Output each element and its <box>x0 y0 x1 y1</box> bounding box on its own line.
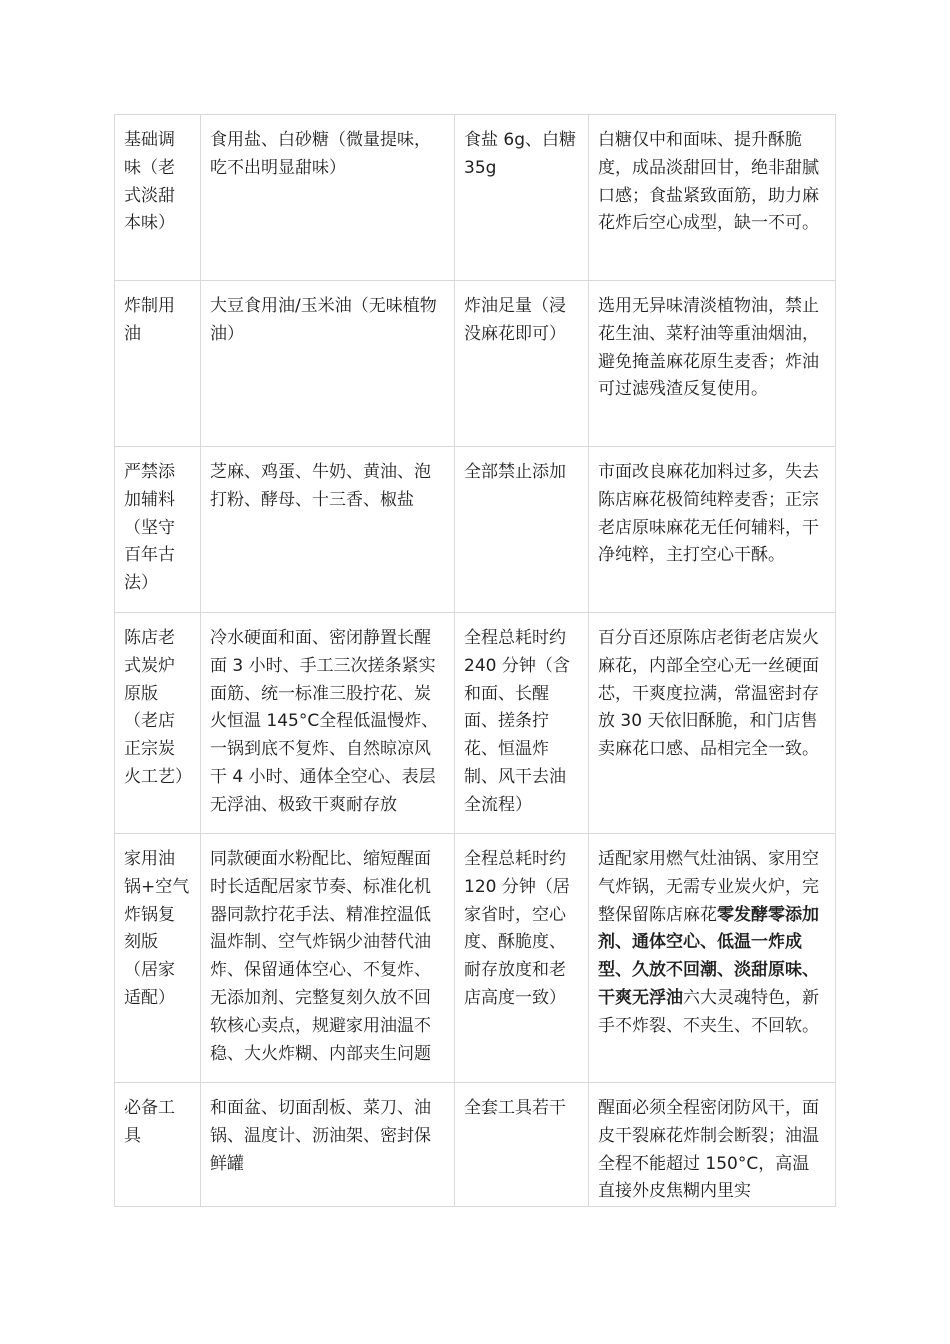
amount-cell <box>455 834 589 1083</box>
amount-text: 炸油足量（浸没麻花即可） <box>464 296 566 344</box>
note-text: 市面改良麻花加料过多，失去陈店麻花极简纯粹麦香；正宗老店原味麻花无任何辅料，干净纯粹，主打空心干酥。 <box>598 462 819 566</box>
table-row <box>115 1083 836 1207</box>
detail-cell <box>201 1083 455 1207</box>
detail-cell <box>201 447 455 613</box>
detail-text: 食用盐、白砂糖（微量提味，吃不出明显甜味） <box>210 130 431 178</box>
amount-cell <box>455 115 589 281</box>
amount-text: 全部禁止添加 <box>464 462 566 482</box>
note-cell <box>589 613 836 834</box>
amount-text: 全套工具若干 <box>464 1098 566 1118</box>
note-text: 白糖仅中和面味、提升酥脆度，成品淡甜回甘，绝非甜腻口感；食盐紧致面筋，助力麻花炸后空心成型，缺一不可。 <box>598 130 819 234</box>
note-text <box>598 846 826 1041</box>
table-row <box>115 447 836 613</box>
note-text: 百分百还原陈店老街老店炭火麻花，内部全空心无一丝硬面芯，干爽度拉满，常温密封存放 30 天依旧酥脆，和门店售卖麻花口感、品相完全一致。 <box>598 628 819 760</box>
detail-cell <box>201 281 455 447</box>
item-cell <box>115 613 201 834</box>
detail-cell <box>201 834 455 1083</box>
note-cell <box>589 834 836 1083</box>
item-text: 陈店老式炭炉原版（老店正宗炭火工艺） <box>124 628 192 787</box>
item-text: 必备工具 <box>124 1098 175 1146</box>
note-cell <box>589 447 836 613</box>
item-cell <box>115 281 201 447</box>
detail-text: 芝麻、鸡蛋、牛奶、黄油、泡打粉、酵母、十三香、椒盐 <box>210 462 431 510</box>
amount-cell <box>455 281 589 447</box>
note-text-tail: 六大灵魂特色，新手不炸裂、不夹生、不回软。 <box>598 987 819 1036</box>
detail-cell <box>201 115 455 281</box>
item-cell <box>115 834 201 1083</box>
detail-cell <box>201 613 455 834</box>
item-cell <box>115 115 201 281</box>
note-text-highlight: 零发酵零添加剂、通体空心、低温一炸成型、久放不回潮、淡甜原味、干爽无浮油 <box>598 904 819 1008</box>
table-row <box>115 115 836 281</box>
note-text-lead: 适配家用燃气灶油锅、家用空气炸锅，无需专业炭火炉，完整保留陈店麻花 <box>598 849 819 925</box>
item-text: 炸制用油 <box>124 296 175 344</box>
amount-cell <box>455 1083 589 1207</box>
amount-text: 全程总耗时约 240 分钟（含和面、长醒面、搓条拧花、恒温炸制、风干去油全流程） <box>464 628 570 815</box>
item-cell <box>115 447 201 613</box>
item-text: 严禁添加辅料（坚守百年古法） <box>124 462 175 594</box>
detail-text: 同款硬面水粉配比、缩短醒面时长适配居家节奏、标准化机器同款拧花手法、精准控温低温炸制、空气炸锅少油替代油炸、保留通体空心、不复炸、无添加剂、完整复刻久放不回软核心卖点，规避家用油温不稳、大火炸糊、内部夹生问题 <box>210 849 431 1064</box>
note-cell <box>589 115 836 281</box>
table-row <box>115 281 836 447</box>
detail-text: 冷水硬面和面、密闭静置长醒面 3 小时、手工三次搓条紧实面筋、统一标准三股拧花、炭火恒温 145°C全程低温慢炸、一锅到底不复炸、自然晾凉风干 4 小时、通体全空心、表层无浮油、极致干爽耐存放 <box>210 628 439 815</box>
note-text: 醒面必须全程密闭防风干，面皮干裂麻花炸制会断裂；油温全程不能超过 150°C，高温直接外皮焦糊内里实 <box>598 1098 819 1202</box>
detail-text: 大豆食用油/玉米油（无味植物油） <box>210 296 437 344</box>
table-row <box>115 613 836 834</box>
note-cell <box>589 1083 836 1207</box>
note-cell <box>589 281 836 447</box>
detail-text: 和面盆、切面刮板、菜刀、油锅、温度计、沥油架、密封保鲜罐 <box>210 1098 431 1174</box>
item-text: 基础调味（老式淡甜本味） <box>124 130 175 234</box>
item-text: 家用油锅+空气炸锅复刻版（居家适配） <box>124 849 190 1008</box>
ingredient-table <box>114 114 836 1207</box>
amount-cell <box>455 447 589 613</box>
amount-cell <box>455 613 589 834</box>
item-cell <box>115 1083 201 1207</box>
amount-text: 全程总耗时约 120 分钟（居家省时，空心度、酥脆度、耐存放度和老店高度一致） <box>464 849 570 1008</box>
amount-text: 食盐 6g、白糖 35g <box>464 130 577 178</box>
table-row <box>115 834 836 1083</box>
note-text: 选用无异味清淡植物油，禁止花生油、菜籽油等重油烟油，避免掩盖麻花原生麦香；炸油可过滤残渣反复使用。 <box>598 296 819 400</box>
